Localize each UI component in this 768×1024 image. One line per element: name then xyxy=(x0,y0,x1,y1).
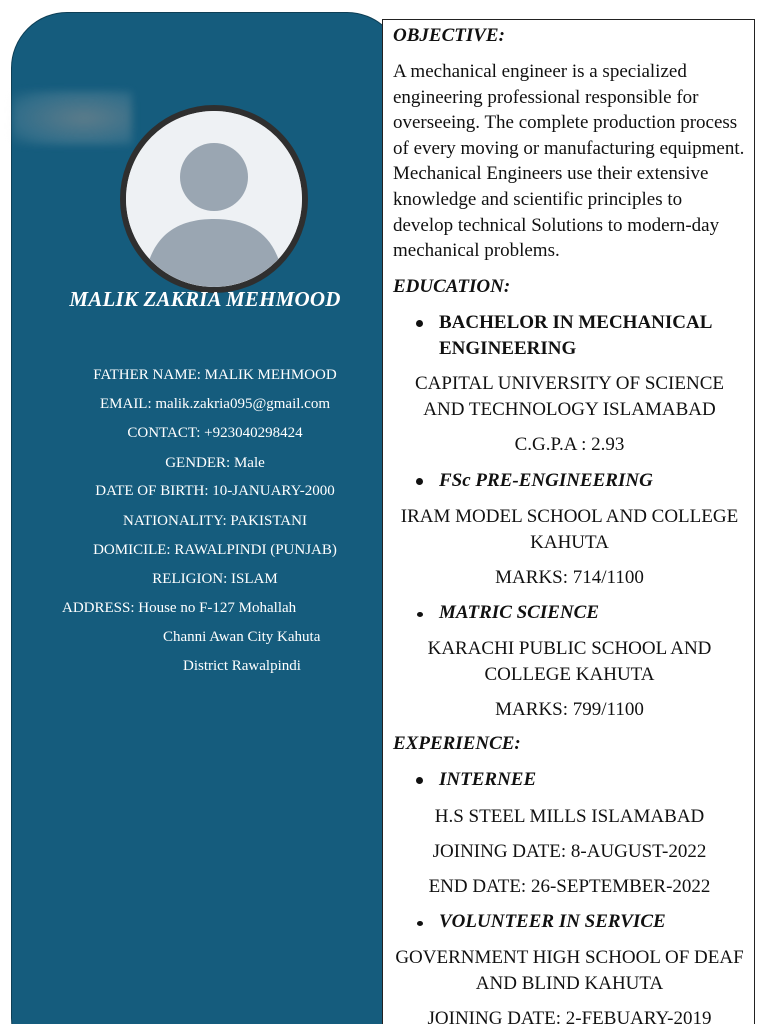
experience-organization: GOVERNMENT HIGH SCHOOL OF DEAF AND BLIND KAHUTA xyxy=(395,947,744,994)
domicile: DOMICILE: RAWALPINDI (PUNJAB) xyxy=(93,542,337,558)
experience-joining-date: JOINING DATE: 2-FEBUARY-2019 xyxy=(427,1008,712,1024)
education-item-degree xyxy=(393,600,746,626)
profile-avatar xyxy=(120,105,308,293)
degree-title: FSc PRE-ENGINEERING xyxy=(439,470,653,491)
address-line-3: District Rawalpindi xyxy=(183,658,301,674)
education-institution: CAPITAL UNIVERSITY OF SCIENCE AND TECHNOLOGY ISLAMABAD xyxy=(415,373,724,420)
degree-title: BACHELOR IN MECHANICAL ENGINEERING xyxy=(439,312,712,359)
address-line-2: Channi Awan City Kahuta xyxy=(163,629,321,645)
bullet-icon xyxy=(417,921,423,926)
education-item-degree xyxy=(393,468,746,494)
photo-shadow xyxy=(12,91,132,145)
bullet-icon xyxy=(417,612,423,617)
education-item-degree xyxy=(393,310,746,362)
experience-item-role xyxy=(393,767,746,793)
father-name: FATHER NAME: MALIK MEHMOOD xyxy=(93,367,337,383)
role-title: INTERNEE xyxy=(439,769,537,790)
objective-text: A mechanical engineer is a specialized engineering professional responsible for overseeing. The complete production process of every moving or manufacturing equipment. Mechanical Engineers use their extensive knowledge and scientific principles to develop technical Solutions to modern-day mechanical problems. xyxy=(393,61,745,262)
address-line-1: ADDRESS: House no F-127 Mohallah xyxy=(62,600,297,616)
nationality: NATIONALITY: PAKISTANI xyxy=(123,513,307,529)
objective-heading: OBJECTIVE: xyxy=(393,25,505,46)
religion: RELIGION: ISLAM xyxy=(152,571,278,587)
contact: CONTACT: +923040298424 xyxy=(127,425,303,441)
degree-title: MATRIC SCIENCE xyxy=(439,602,599,623)
experience-end-date: END DATE: 26-SEPTEMBER-2022 xyxy=(428,876,711,897)
cv-content xyxy=(382,19,755,1024)
bullet-icon xyxy=(416,777,423,784)
education-result: C.G.P.A : 2.93 xyxy=(514,434,625,455)
experience-heading: EXPERIENCE: xyxy=(393,733,521,754)
email: EMAIL: malik.zakria095@gmail.com xyxy=(99,396,330,412)
bullet-icon xyxy=(416,478,423,485)
profile-panel xyxy=(11,12,403,1024)
experience-organization: H.S STEEL MILLS ISLAMABAD xyxy=(434,806,705,827)
bullet-icon xyxy=(416,320,423,327)
person-placeholder-icon xyxy=(126,111,302,287)
person-name: MALIK ZAKRIA MEHMOOD xyxy=(69,287,341,311)
education-institution: KARACHI PUBLIC SCHOOL AND COLLEGE KAHUTA xyxy=(427,638,712,685)
date-of-birth: DATE OF BIRTH: 10-JANUARY-2000 xyxy=(95,483,335,499)
experience-item-role xyxy=(393,909,746,935)
education-result: MARKS: 714/1100 xyxy=(495,567,644,588)
role-title: VOLUNTEER IN SERVICE xyxy=(439,911,666,932)
education-result: MARKS: 799/1100 xyxy=(495,699,644,720)
experience-joining-date: JOINING DATE: 8-AUGUST-2022 xyxy=(432,841,707,862)
education-heading: EDUCATION: xyxy=(393,276,511,297)
education-institution: IRAM MODEL SCHOOL AND COLLEGE KAHUTA xyxy=(400,506,739,553)
gender: GENDER: Male xyxy=(165,455,265,471)
